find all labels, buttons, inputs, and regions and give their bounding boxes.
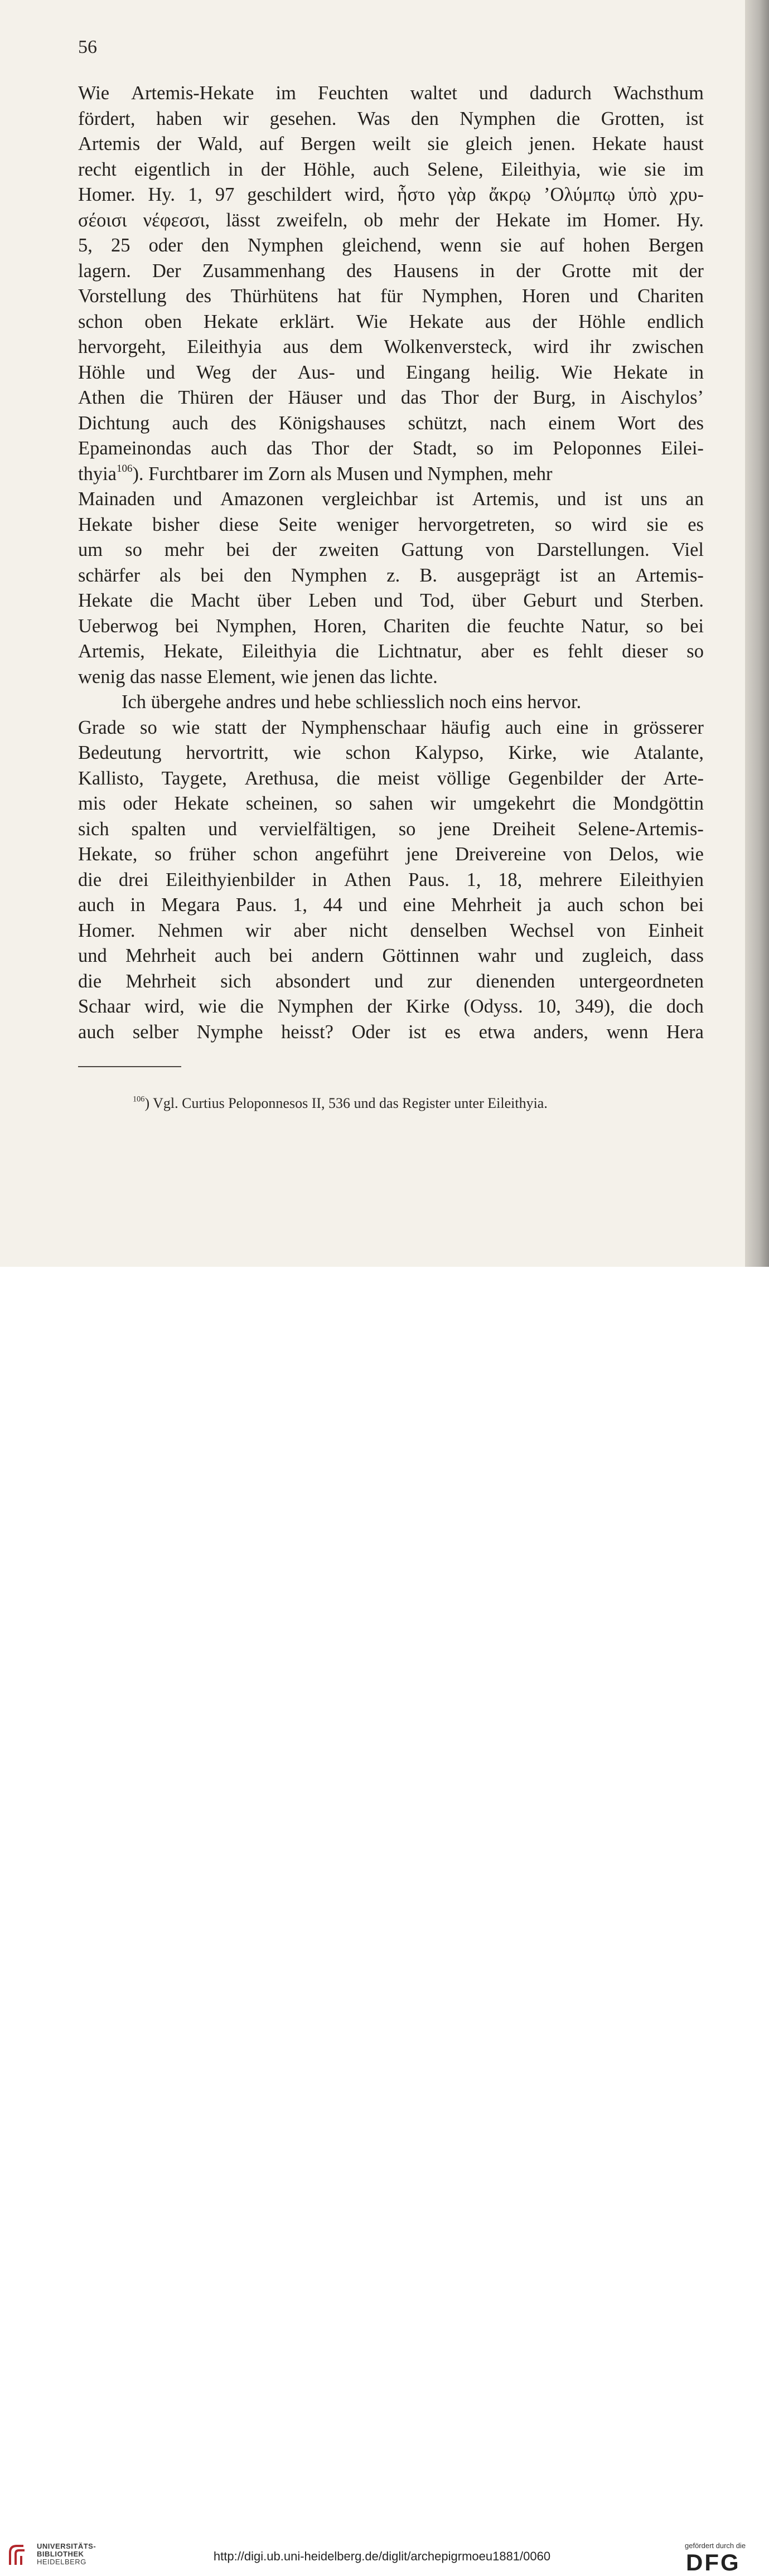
text-line: fördert, haben wir gesehen. Was den Nymphen die Grotten, ist — [78, 108, 704, 129]
text-line-paragraph-end: wenig das nasse Element, wie jenen das lichte. — [78, 666, 438, 687]
text-line-paragraph-start: Ich übergehe andres und hebe schliesslich noch eins hervor. — [122, 691, 582, 713]
footnote-divider — [78, 1066, 181, 1067]
text-line: Schaar wird, wie die Nymphen der Kirke (Odyss. 10, 349), die doch — [78, 996, 704, 1017]
paragraph-1-part-2 — [78, 487, 704, 665]
page-edge-shadow — [745, 0, 769, 1267]
text-line: Athen die Thüren der Häuser und das Thor der Burg, in Aischylos’ — [78, 387, 704, 408]
page-number: 56 — [78, 37, 97, 57]
text-line: schärfer als bei den Nymphen z. B. ausgeprägt ist an Artemis- — [78, 564, 704, 586]
body-text — [78, 81, 704, 1045]
text-line: Mainaden und Amazonen vergleichbar ist Artemis, und ist uns an — [78, 488, 704, 510]
text-line: Hekate, so früher schon angeführt jene Dreivereine von Delos, wie — [78, 844, 704, 865]
text-line-footnote-ref — [78, 462, 704, 487]
text-line: mis oder Hekate scheinen, so sahen wir umgekehrt die Mondgöttin — [78, 793, 704, 814]
text-line: σέοισι νέφεσσι, lässt zweifeln, ob mehr der Hekate im Homer. Hy. — [78, 209, 704, 231]
text-line: Wie Artemis-Hekate im Feuchten waltet und dadurch Wachsthum — [78, 83, 704, 104]
text-line: Homer. Nehmen wir aber nicht denselben Wechsel von Einheit — [78, 919, 704, 941]
footnote-text: ) Vgl. Curtius Peloponnesos II, 536 und das Register unter Eileithyia. — [144, 1095, 548, 1111]
text-line: die Mehrheit sich absondert und zur dienenden untergeordneten — [78, 970, 704, 992]
text-line: Grade so wie statt der Nymphenschaar häufig auch eine in grösserer — [78, 716, 704, 738]
text-line: Dichtung auch des Königshauses schützt, nach einem Wort des — [78, 412, 704, 434]
text-line: auch selber Nymphe heisst? Oder ist es etwa anders, wenn Hera — [78, 1021, 704, 1043]
text-line: sich spalten und vervielfältigen, so jene Dreiheit Selene-Artemis- — [78, 818, 704, 840]
scanned-page — [0, 0, 745, 1267]
text-line: Höhle und Weg der Aus- und Eingang heilig. Wie Hekate in — [78, 361, 704, 383]
text-line: lagern. Der Zusammenhang des Hausens in der Grotte mit der — [78, 260, 704, 282]
text-line: Artemis der Wald, auf Bergen weilt sie gleich jenen. Hekate haust — [78, 133, 704, 154]
text-line: Bedeutung hervortritt, wie schon Kalypso, Kirke, wie Atalante, — [78, 742, 704, 763]
text-line: hervorgeht, Eileithyia aus dem Wolkenversteck, wird ihr zwischen — [78, 336, 704, 357]
library-logo-icon — [8, 2543, 30, 2567]
sponsor-label: gefördert durch die — [685, 2541, 746, 2550]
text-line: 5, 25 oder den Nymphen gleichend, wenn sie auf hohen Bergen — [78, 235, 704, 256]
dfg-logo: DFG — [686, 2549, 741, 2575]
permalink-url[interactable]: http://digi.ub.uni-heidelberg.de/diglit/archepigrmoeu1881/0060 — [213, 2549, 551, 2563]
footnote — [133, 1095, 548, 1112]
paragraph-1-part-1 — [78, 81, 704, 462]
text-line: schon oben Hekate erklärt. Wie Hekate aus der Höhle endlich — [78, 311, 704, 332]
footnote-reference[interactable]: 106 — [116, 462, 133, 474]
text-line: Epameinondas auch das Thor der Stadt, so im Peloponnes Eilei- — [78, 438, 704, 459]
text-line: um so mehr bei der zweiten Gattung von Darstellungen. Viel — [78, 539, 704, 560]
text-line: auch in Megara Paus. 1, 44 und eine Mehrheit ja auch schon bei — [78, 894, 704, 916]
text-line: und Mehrheit auch bei andern Göttinnen wahr und zugleich, dass — [78, 945, 704, 966]
text-line: Artemis, Hekate, Eileithyia die Lichtnatur, aber es fehlt dieser so — [78, 641, 704, 662]
text-line: Kallisto, Taygete, Arethusa, die meist völlige Gegenbilder der Arte- — [78, 767, 704, 789]
footnote-number: 106 — [133, 1095, 145, 1104]
text-line: Homer. Hy. 1, 97 geschildert wird, ἧστο γὰρ ἄκρῳ ’Ολύμπῳ ὑπὸ χρυ- — [78, 184, 704, 205]
footer-bar — [0, 1267, 769, 2575]
library-name: UNIVERSITÄTS- BIBLIOTHEK HEIDELBERG — [37, 2542, 96, 2566]
text-line: recht eigentlich in der Höhle, auch Selene, Eileithyia, wie sie im — [78, 158, 704, 180]
text-fragment: thyia$^{106}$). Furchtbarer im Zorn als Musen und Nymphen, mehr — [78, 462, 553, 485]
text-line: Vorstellung des Thürhütens hat für Nymphen, Horen und Chariten — [78, 285, 704, 307]
text-line: Hekate die Macht über Leben und Tod, über Geburt und Sterben. — [78, 590, 704, 611]
text-line: Hekate bisher diese Seite weniger hervorgetreten, so wird sie es — [78, 514, 704, 535]
text-line: die drei Eileithyienbilder in Athen Paus. 1, 18, mehrere Eileithyien — [78, 869, 704, 890]
paragraph-2 — [78, 715, 704, 1045]
text-line: Ueberwog bei Nymphen, Horen, Chariten die feuchte Natur, so bei — [78, 615, 704, 637]
